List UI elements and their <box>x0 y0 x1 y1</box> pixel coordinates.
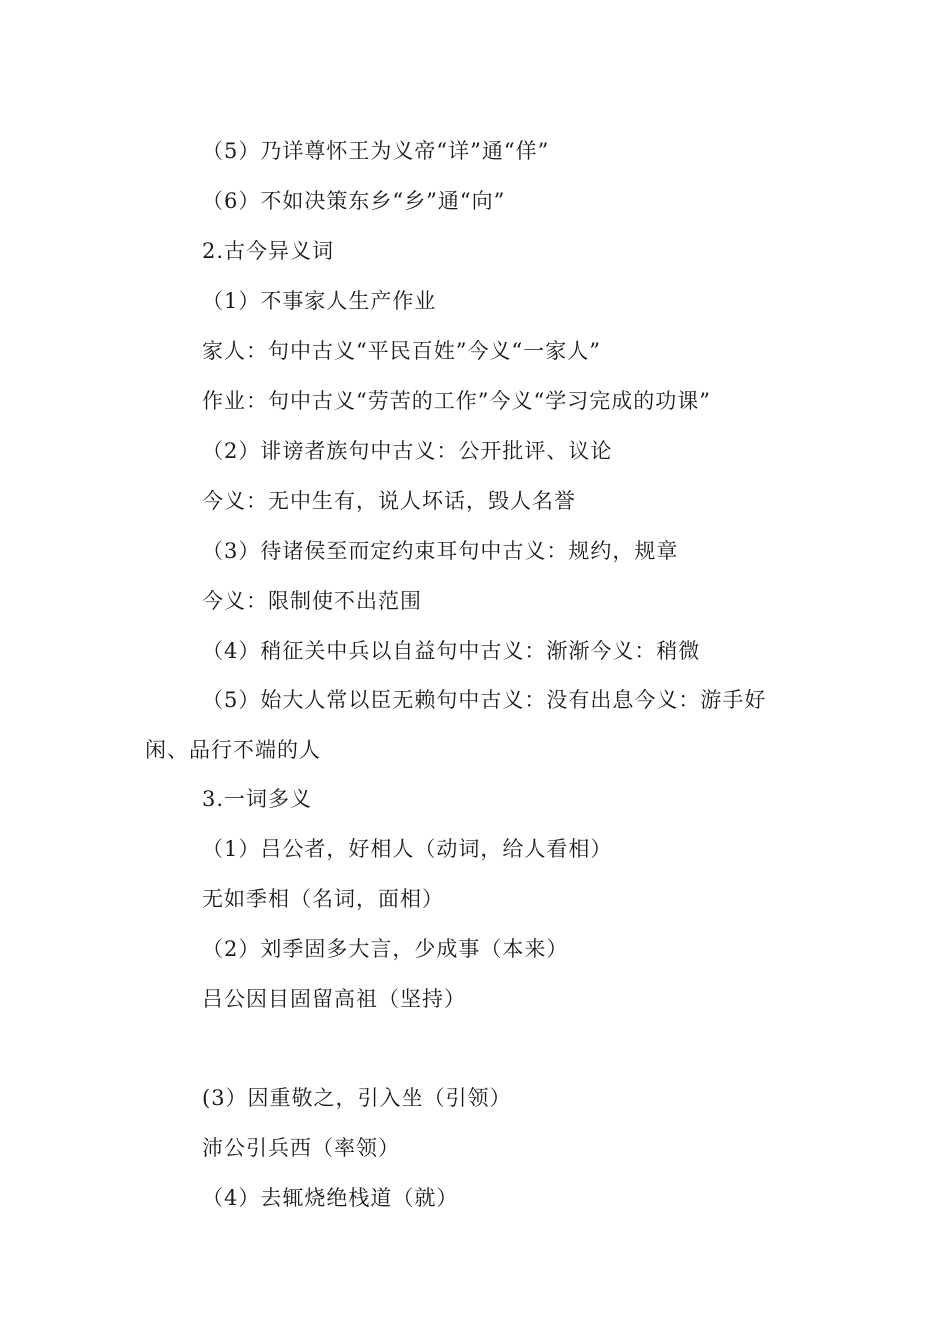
text-line: 今义：无中生有，说人坏话，毁人名誉 <box>202 489 576 513</box>
text-line: （4）稍征关中兵以自益句中古义：渐渐今义：稍微 <box>202 639 701 663</box>
text-line: 闲、品行不端的人 <box>145 738 321 762</box>
text-line: （1）不事家人生产作业 <box>202 289 437 313</box>
text-line: （4）去辄烧绝栈道（就） <box>202 1186 459 1210</box>
text-line: 无如季相（名词，面相） <box>202 887 444 911</box>
text-line: 吕公因目固留高祖（坚持） <box>202 987 466 1011</box>
section-heading: 2.古今异义词 <box>202 239 335 263</box>
text-line: 作业：句中古义“劳苦的工作”今义“学习完成的功课” <box>202 389 711 413</box>
text-line: 沛公引兵西（率领） <box>202 1136 400 1160</box>
text-line: （2）诽谤者族句中古义：公开批评、议论 <box>202 439 613 463</box>
text-line: （2）刘季固多大言，少成事（本来） <box>202 937 569 961</box>
text-line: （3）待诸侯至而定约束耳句中古义：规约，规章 <box>202 539 679 563</box>
text-line: 家人：句中古义“平民百姓”今义“一家人” <box>202 339 601 363</box>
text-line: 今义：限制使不出范围 <box>202 589 422 613</box>
text-line: （5）始大人常以臣无赖句中古义：没有出息今义：游手好 <box>202 688 767 712</box>
text-line: （5）乃详尊怀王为义帝“详”通“佯” <box>202 139 550 163</box>
text-line: (3）因重敬之，引入坐（引领） <box>202 1086 512 1110</box>
text-line: （6）不如决策东乡“乡”通“向” <box>202 189 506 213</box>
section-heading: 3.一词多义 <box>202 787 313 811</box>
text-line: （1）吕公者，好相人（动词，给人看相） <box>202 837 613 861</box>
